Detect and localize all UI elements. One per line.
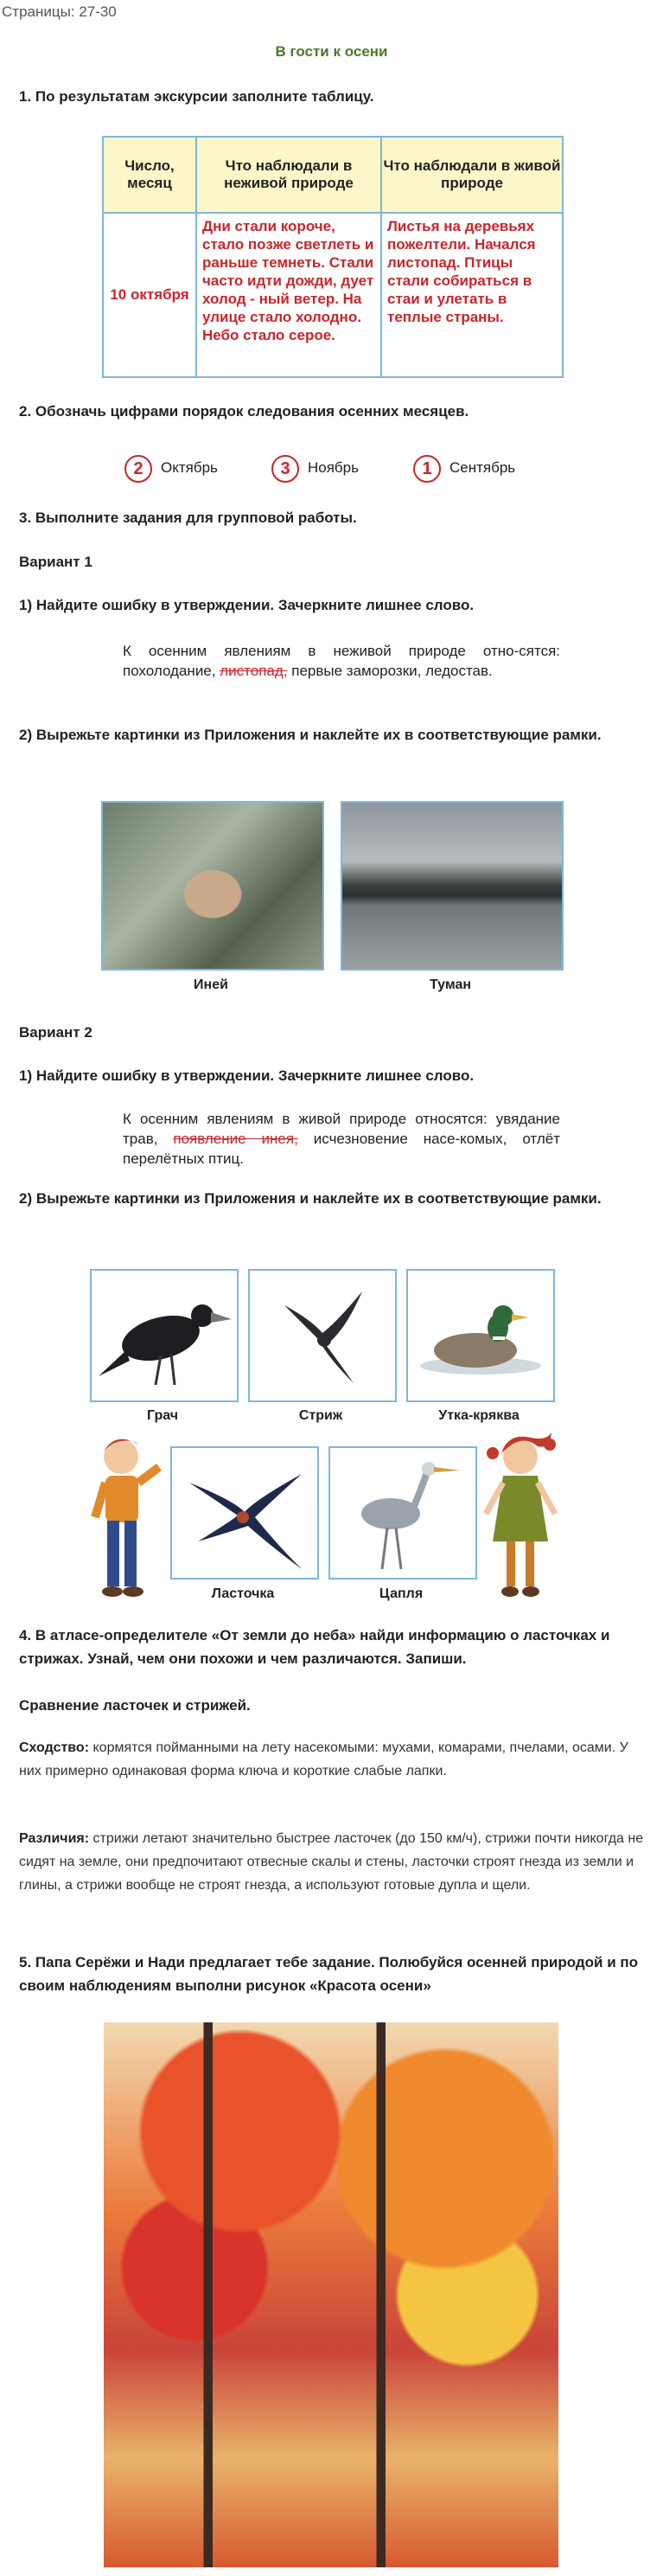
heron-frame: [328, 1446, 477, 1580]
similarity-text: кормятся пойманными на лету насекомыми: мухами, комарами, пчелами, осами. У них примерно одинаковая форма ключа и короткие слабые лапки.: [19, 1740, 628, 1778]
cell-living: Листья на деревьях пожелтели. Начался листопад. Птицы стали собираться в стаи и улетать в теплые страны.: [381, 213, 563, 377]
month-item: [271, 453, 359, 483]
month-name: Сентябрь: [449, 459, 516, 476]
heron-icon: [330, 1448, 475, 1578]
order-number: 3: [271, 455, 299, 483]
variant1-q1: 1) Найдите ошибку в утверждении. Зачеркните лишнее слово.: [19, 597, 475, 613]
task2-question: 2. Обозначь цифрами порядок следования осенних месяцев.: [19, 403, 469, 420]
statement-text: К осенним явлениям в неживой природе отно-сятся: похолодание,: [123, 643, 560, 679]
statement-text: К осенним явлениям в живой природе относятся: увядание трав,: [123, 1111, 560, 1147]
pages-label: Страницы: 27-30: [2, 3, 117, 20]
autumn-painting: [104, 2022, 558, 2567]
caption-fog: Туман: [429, 977, 472, 992]
difference-text: стрижи летают значительно быстрее ласточек (до 150 км/ч), стрижи почти никогда не сидят на земле, они предпочитают отвесные скалы и стены, ласточки строят гнезда из земли и глины, а стрижи вообще не строят гнезда, а используют готовые дупла и щели.: [19, 1831, 644, 1893]
caption-heron: Цапля: [379, 1586, 424, 1601]
month-item: [413, 453, 515, 483]
task1-question: 1. По результатам экскурсии заполните таблицу.: [19, 88, 374, 105]
variant1-label: Вариант 1: [19, 554, 92, 570]
rook-icon: [92, 1271, 237, 1400]
swallow-frame: [170, 1446, 319, 1580]
variant2-q1: 1) Найдите ошибку в утверждении. Зачеркните лишнее слово.: [19, 1067, 475, 1084]
hoarfrost-photo: [101, 801, 324, 971]
header-living: Что наблюдали в живой природе: [381, 137, 563, 213]
boy-character-icon: [81, 1427, 164, 1600]
statement-text: первые заморозки, ледостав.: [291, 663, 493, 679]
caption-rook: Грач: [146, 1408, 179, 1423]
variant2-q2: 2) Вырежьте картинки из Приложения и наклейте их в соответствующие рамки.: [19, 1190, 602, 1207]
caption-swift: Стриж: [298, 1408, 343, 1423]
caption-mallard: Утка-кряква: [438, 1408, 520, 1423]
observation-table: [102, 136, 564, 378]
order-number: 2: [124, 455, 152, 483]
task4-question: 4. В атласе-определителе «От земли до неба» найди информацию о ласточках и стрижах. Узнай, чем они похожи и чем различаются. Запиши.: [19, 1627, 610, 1667]
swallow-icon: [172, 1448, 317, 1578]
struck-word: листопад,: [220, 663, 288, 679]
rook-frame: [90, 1269, 239, 1402]
month-name: Октябрь: [161, 459, 218, 476]
task3-question: 3. Выполните задания для групповой работы.: [19, 509, 357, 526]
girl-character-icon: [477, 1427, 564, 1600]
task5-question: 5. Папа Серёжи и Нади предлагает тебе задание. Полюбуйся осенней природой и по своим наблюдениям выполни рисунок «Красота осени»: [19, 1954, 639, 1994]
order-number: 1: [413, 455, 441, 483]
header-nonliving: Что наблюдали в неживой природе: [196, 137, 381, 213]
mallard-frame: [406, 1269, 555, 1402]
cell-date: 10 октября: [103, 213, 196, 377]
swift-frame: [248, 1269, 397, 1402]
difference-paragraph: [19, 1827, 650, 1897]
variant1-statement: [123, 641, 560, 681]
header-date: Число, месяц: [103, 137, 196, 213]
similarity-label: Сходство:: [19, 1740, 90, 1755]
cell-nonliving: Дни стали короче, стало позже светлеть и раньше темнеть. Стали часто идти дожди, дует холод - ный ветер. На улице стало холодно. Небо стало серое.: [196, 213, 381, 377]
variant1-q2: 2) Вырежьте картинки из Приложения и наклейте их в соответствующие рамки.: [19, 727, 602, 743]
month-name: Ноябрь: [308, 459, 359, 476]
swift-icon: [250, 1271, 395, 1400]
fog-photo: [341, 801, 564, 971]
variant2-statement: [123, 1109, 560, 1169]
statement-text: исчезновение насе-комых, отлёт перелётных птиц.: [123, 1131, 560, 1167]
month-item: [124, 453, 218, 483]
page-title: В гости к осени: [275, 43, 388, 60]
task4-subtitle: Сравнение ласточек и стрижей.: [19, 1697, 251, 1714]
variant2-label: Вариант 2: [19, 1024, 92, 1041]
similarity-paragraph: [19, 1736, 650, 1783]
caption-hoarfrost: Иней: [194, 977, 228, 992]
duck-icon: [408, 1271, 553, 1400]
caption-swallow: Ласточка: [211, 1586, 275, 1601]
struck-word: появление инея,: [173, 1131, 298, 1147]
difference-label: Различия:: [19, 1831, 90, 1846]
